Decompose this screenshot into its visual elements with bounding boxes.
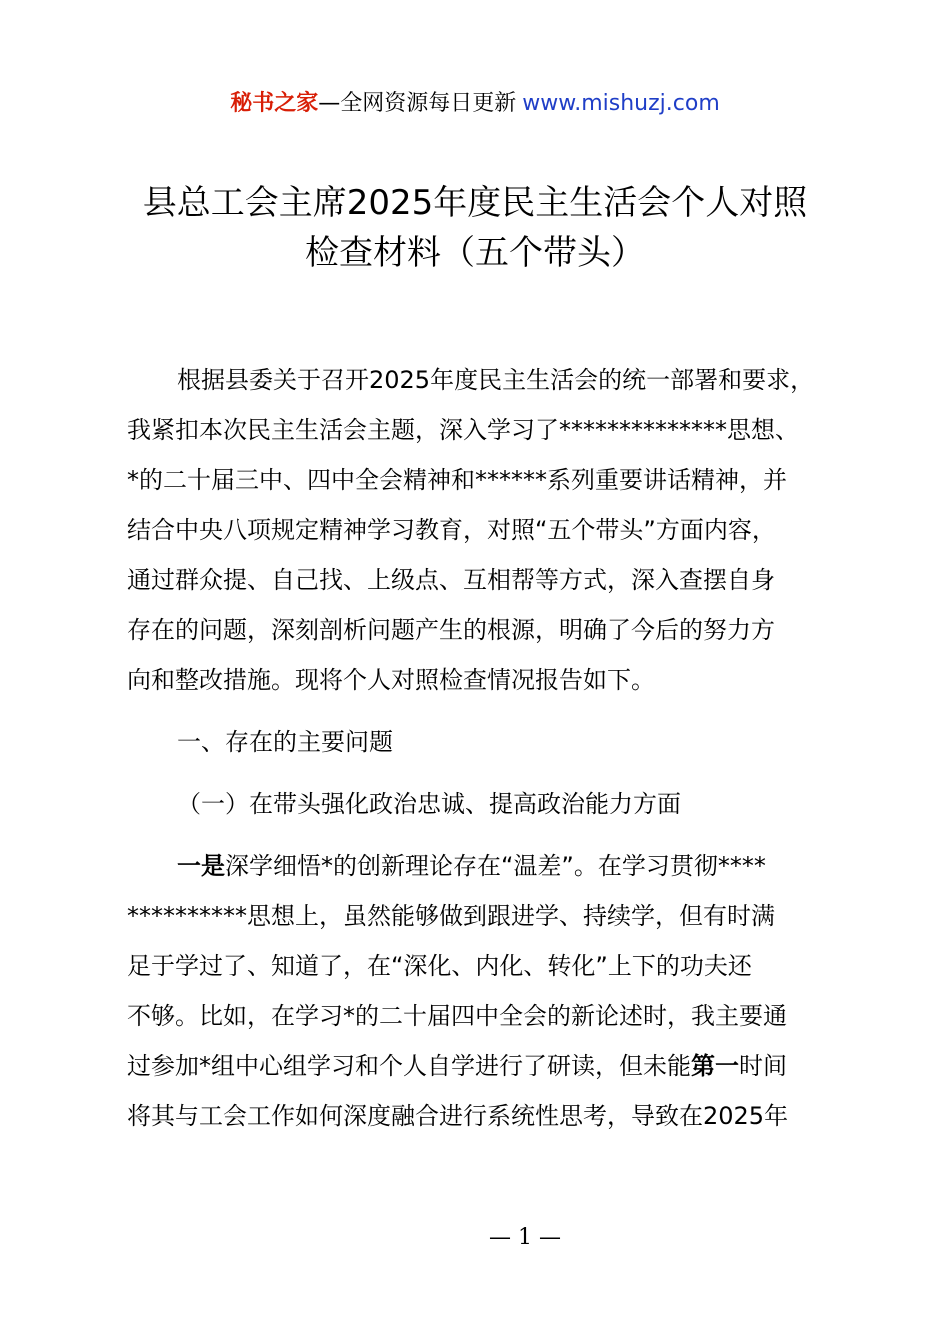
section-heading-1: 一、存在的主要问题 — [177, 728, 393, 756]
paragraph-line: 存在的问题，深刻剖析问题产生的根源，明确了今后的努力方 — [127, 616, 775, 644]
paragraph-line: 结合中央八项规定精神学习教育，对照“五个带头”方面内容， — [127, 516, 776, 544]
paragraph-line: 将其与工会工作如何深度融合进行系统性思考，导致在2025年 — [127, 1102, 789, 1130]
brand-name: 秘书之家 — [230, 91, 319, 116]
paragraph-text: 深学细悟*的创新理论存在“温差”。在学习贯彻**** — [225, 852, 766, 880]
paragraph-line — [127, 841, 835, 891]
document-body — [127, 355, 835, 1141]
paragraph-line: 我紧扣本次民主生活会主题，深入学习了**************思想、 — [127, 416, 799, 444]
paragraph-line: 向和整改措施。现将个人对照检查情况报告如下。 — [127, 666, 655, 694]
title-line-1: 县总工会主席2025年度民主生活会个人对照 — [142, 183, 808, 223]
paragraph-line: 足于学过了、知道了，在“深化、内化、转化”上下的功夫还 — [127, 952, 752, 980]
intro-paragraph — [127, 355, 835, 705]
paragraph-line: **********思想上，虽然能够做到跟进学、持续学，但有时满 — [127, 902, 775, 930]
document-title — [60, 178, 890, 278]
paragraph-text: 过参加*组中心组学习和个人自学进行了研读，但未能 — [127, 1052, 691, 1080]
paragraph-line: 根据县委关于召开2025年度民主生活会的统一部署和要求， — [177, 366, 815, 394]
issue-paragraph — [127, 841, 835, 1141]
section-heading-2: （一）在带头强化政治忠诚、提高政治能力方面 — [177, 790, 681, 818]
site-banner — [0, 88, 950, 120]
page-number: — 1 — — [489, 1225, 561, 1250]
paragraph-text: 时间 — [739, 1052, 787, 1080]
bold-text: 第一 — [691, 1052, 739, 1080]
banner-slogan: —全网资源每日更新 — [318, 91, 517, 116]
paragraph-line: 不够。比如，在学习*的二十届四中全会的新论述时，我主要通 — [127, 1002, 787, 1030]
paragraph-line — [127, 1041, 835, 1091]
paragraph-line: 通过群众提、自己找、上级点、互相帮等方式，深入查摆自身 — [127, 566, 775, 594]
banner-url-link[interactable]: www.mishuzj.com — [522, 91, 720, 116]
title-line-2: 检查材料（五个带头） — [305, 233, 645, 273]
paragraph-line: *的二十届三中、四中全会精神和******系列重要讲话精神，并 — [127, 466, 787, 494]
bold-lead: 一是 — [177, 852, 225, 880]
